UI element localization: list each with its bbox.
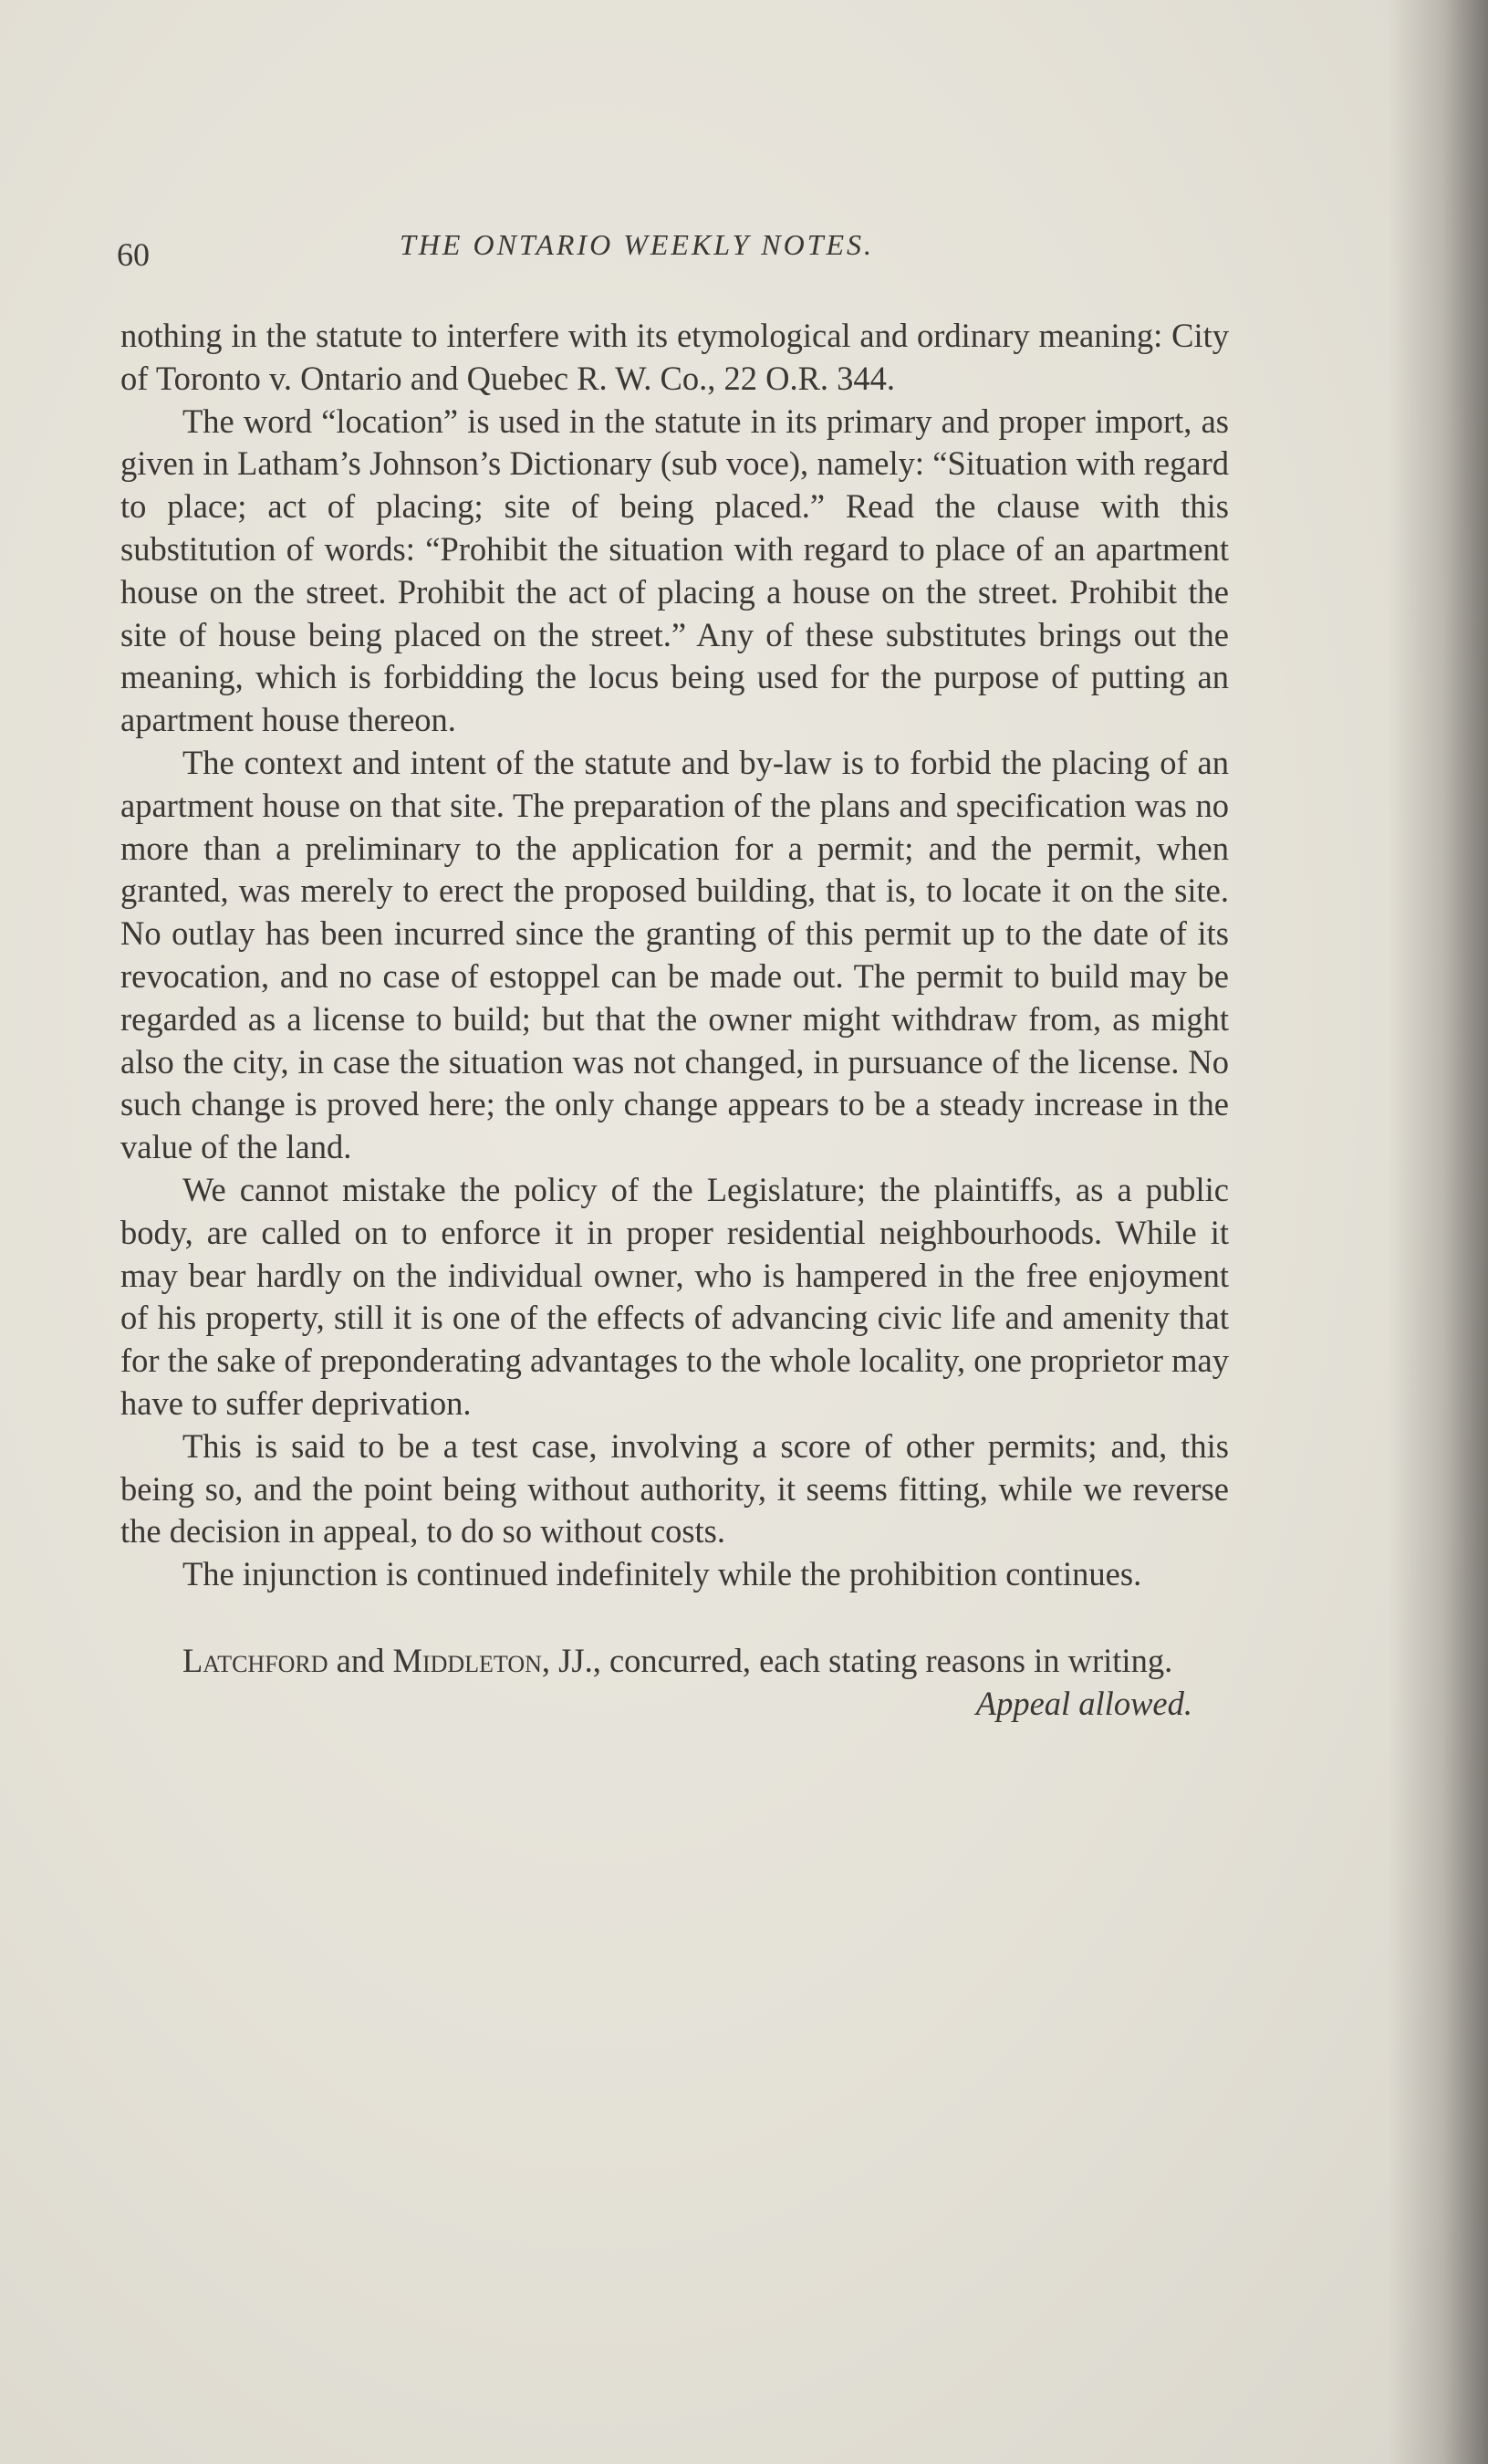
page-number: 60 — [117, 236, 150, 273]
disposition: Appeal allowed. — [975, 1684, 1192, 1722]
paragraph-injunction: The injunction is continued indefinitely while the prohibition continues. — [182, 1555, 1142, 1593]
paragraph-context-and-intent: The context and intent of the statute and by-law is to forbid the placing of an apartment house on that site. The preparation of the plans and specification was no more than a preliminary to the application for a permit; and the permit, when granted, was merely to erect the proposed building, that is, to locate it on the site. No outlay has been incurred since the granting of this permit up to the date of its revocation, and no case of estoppel can be made out. The permit to build may be regarded as a license to build; but that the owner might withdraw from, as might also the city, in case the situation was not changed, in pursuance of the license. No such change is proved here; the only change appears to be a steady increase in the value of the land. — [120, 743, 1229, 1166]
concurrence-rest: , JJ., concurred, each stating reasons in writing. — [541, 1641, 1173, 1679]
paragraph-test-case: This is said to be a test case, involving a score of other permits; and, this being so, and the point being without authority, it seems fitting, while we reverse the decision in appeal, to do so without costs. — [120, 1426, 1229, 1550]
paragraph-legislature-policy: We cannot mistake the policy of the Legislature; the plaintiffs, as a public body, are called on to enforce it in proper residential neighbourhoods. While it may bear hardly on the individual owner, who is hampered in the free enjoyment of his property, still it is one of the effects of advancing civic life and amenity that for the sake of preponderating advantages to the whole locality, one proprietor may have to suffer deprivation. — [120, 1170, 1229, 1422]
paragraph-continuation: nothing in the statute to interfere with its etymological and ordinary meaning: City of Toronto v. Ontario and Quebec R. W. Co., 22 O.R. 344. — [120, 317, 1229, 397]
concurrence-paragraph — [120, 1640, 1229, 1683]
page-edge-shadow — [1388, 0, 1488, 2464]
paragraph-location-definition: The word “location” is used in the statute in its primary and proper import, as given in Latham’s Johnson’s Dictionary (sub voce), namely: “Situation with regard to place; act of placing; site of being placed.” Read the clause with this substitution of words: “Prohibit the situation with regard to place of an apartment house on the street. Prohibit the act of placing a house on the street. Prohibit the site of house being placed on the street.” Any of these substitutes brings out the meaning, which is forbidding the locus being used for the purpose of putting an apartment house thereon. — [120, 402, 1229, 739]
running-title: THE ONTARIO WEEKLY NOTES. — [400, 228, 875, 261]
page-header — [117, 228, 1230, 283]
body-text — [120, 315, 1229, 1738]
judge-middleton: Middleton — [392, 1641, 542, 1679]
concurrence-and: and — [336, 1641, 385, 1679]
judge-latchford: Latchford — [182, 1641, 328, 1679]
